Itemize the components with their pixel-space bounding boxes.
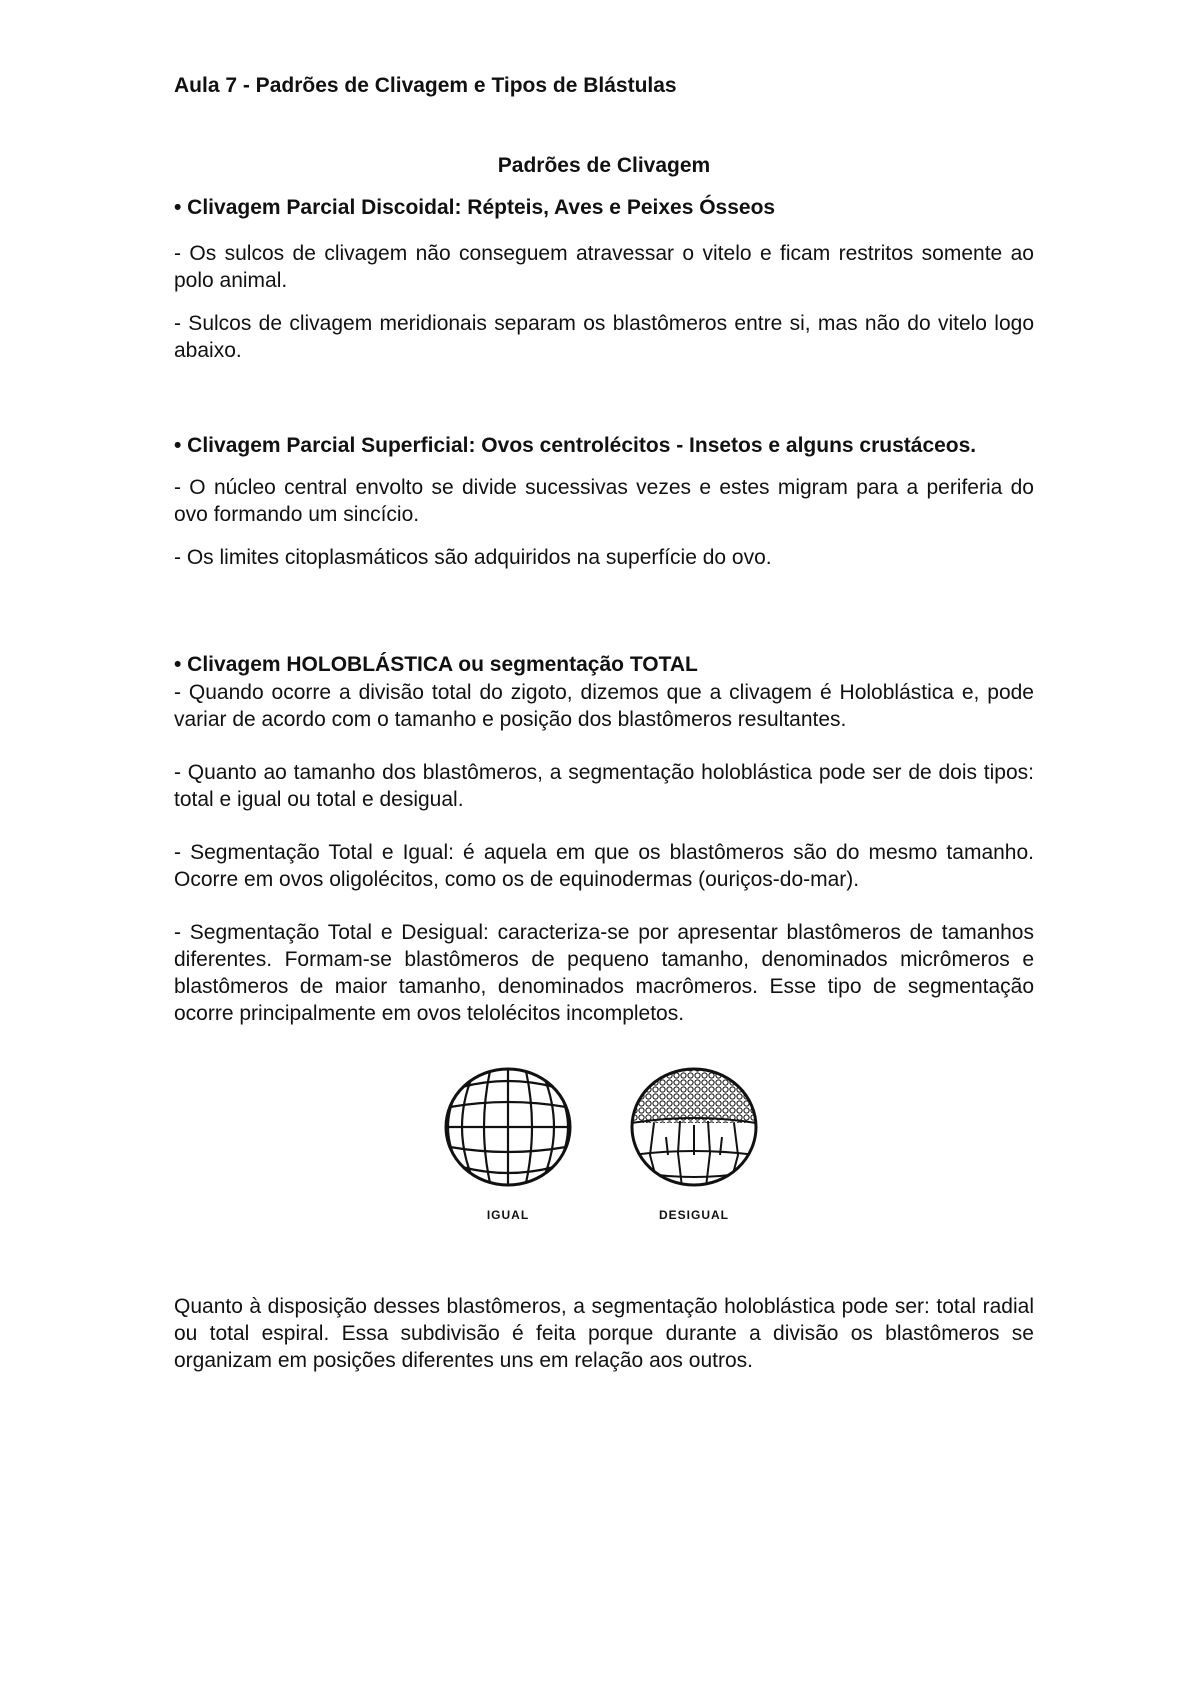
heading-holoblastica: • Clivagem HOLOBLÁSTICA ou segmentação TOTAL (174, 653, 698, 676)
heading-superficial: • Clivagem Parcial Superficial: Ovos centrolécitos - Insetos e alguns crustáceos. (174, 434, 977, 457)
paragraph-holoblastica-2: - Quanto ao tamanho dos blastômeros, a segmentação holoblástica pode ser de dois tipos: total e igual ou total e desigual. (174, 761, 1034, 811)
label-igual: IGUAL (486, 1208, 530, 1222)
section-title: Padrões de Clivagem (497, 154, 711, 177)
paragraph-holoblastica-3: - Segmentação Total e Igual: é aquela em que os blastômeros são do mesmo tamanho. Ocorre em ovos oligolécitos, como os de equinodermas (ouriços-do-mar). (174, 841, 1034, 891)
document-page (174, 72, 1034, 1374)
paragraph-superficial-1: - O núcleo central envolto se divide sucessivas vezes e estes migram para a periferia do ovo formando um sincício. (174, 476, 1034, 526)
document-title: Aula 7 - Padrões de Clivagem e Tipos de Blástulas (174, 74, 677, 97)
heading-discoidal: • Clivagem Parcial Discoidal: Répteis, Aves e Peixes Ósseos (174, 196, 776, 219)
paragraph-discoidal-2: - Sulcos de clivagem meridionais separam os blastômeros entre si, mas não do vitelo logo abaixo. (174, 312, 1034, 362)
paragraph-holoblastica-1: - Quando ocorre a divisão total do zigoto, dizemos que a clivagem é Holoblástica e, pode variar de acordo com o tamanho e posição dos blastômeros resultantes. (174, 681, 1034, 731)
paragraph-holoblastica-4: - Segmentação Total e Desigual: caracteriza-se por apresentar blastômeros de tamanhos diferentes. Formam-se blastômeros de pequeno tamanho, denominados micrômeros e blastômeros de maior tamanho, denominados macrômeros. Esse tipo de segmentação ocorre principalmente em ovos telolécitos incompletos. (174, 921, 1034, 1025)
figure-igual (438, 1065, 578, 1222)
paragraph-closing: Quanto à disposição desses blastômeros, a segmentação holoblástica pode ser: total radial ou total espiral. Essa subdivisão é feita porque durante a divisão os blastômeros se organizam em posições diferentes uns em relação aos outros. (174, 1295, 1034, 1372)
paragraph-discoidal-1: - Os sulcos de clivagem não conseguem atravessar o vitelo e ficam restritos somente ao polo animal. (174, 242, 1034, 292)
unequal-cleavage-drawing (624, 1065, 764, 1195)
label-desigual: DESIGUAL (658, 1208, 729, 1222)
paragraph-superficial-2: - Os limites citoplasmáticos são adquiridos na superfície do ovo. (174, 546, 772, 569)
cleavage-figure (174, 1065, 1034, 1222)
equal-cleavage-drawing (438, 1065, 578, 1195)
figure-desigual (624, 1065, 764, 1222)
